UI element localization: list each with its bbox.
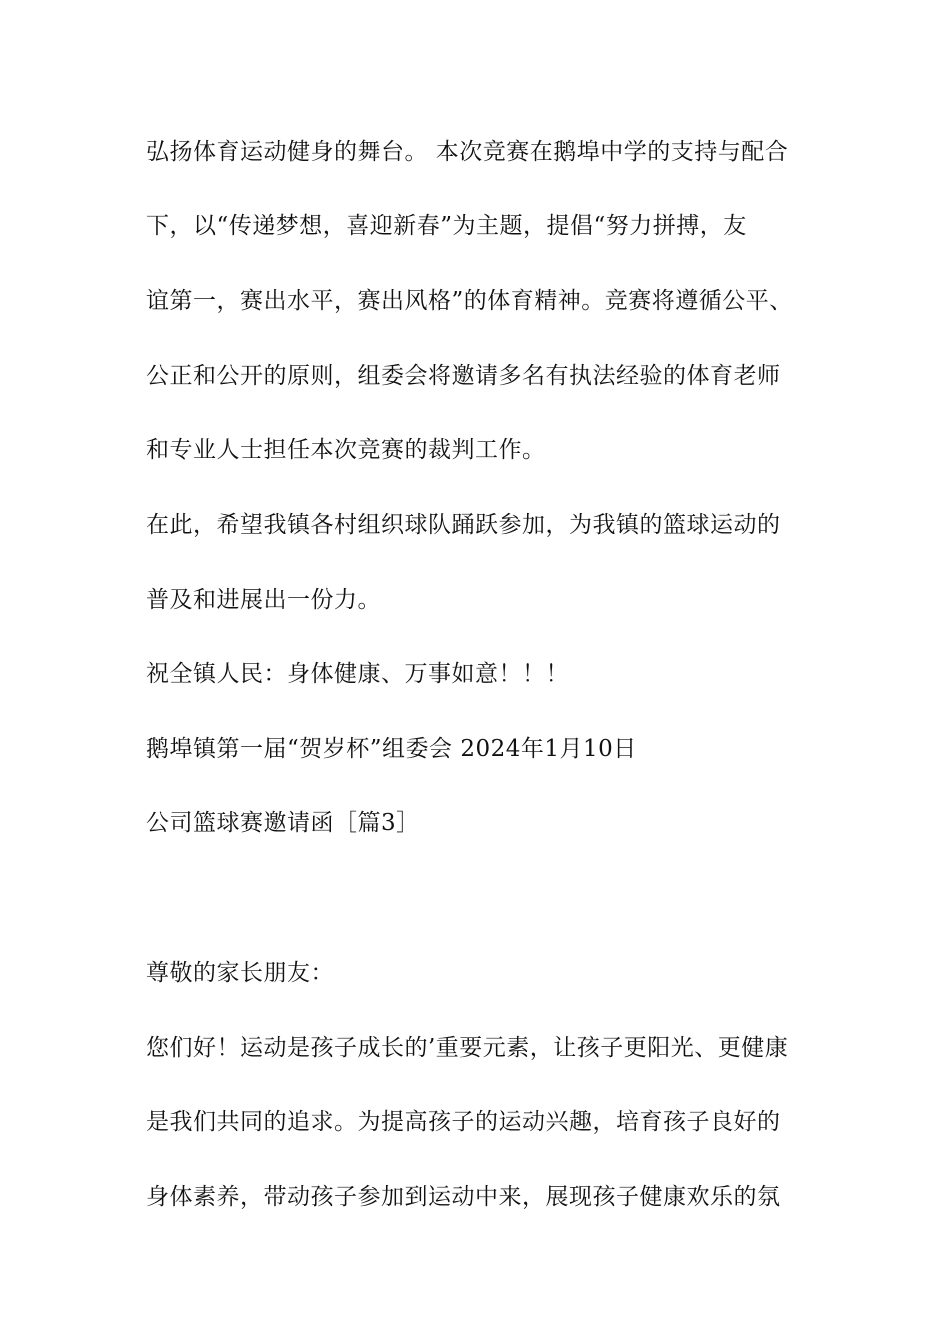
- paragraph-line: 在此，希望我镇各村组织球队踊跃参加，为我镇的篮球运动的: [146, 512, 781, 538]
- section-heading: 公司篮球赛邀请函［篇3］: [146, 810, 420, 836]
- paragraph-line: 公正和公开的原则，组委会将邀请多名有执法经验的体育老师: [146, 363, 781, 389]
- salutation-line: 尊敬的家长朋友：: [146, 960, 334, 986]
- paragraph-line: 您们好！运动是孩子成长的’重要元素，让孩子更阳光、更健康: [146, 1035, 789, 1061]
- paragraph-line: 谊第一，赛出水平，赛出风格”的体育精神。竞赛将遵循公平、: [146, 288, 793, 314]
- paragraph-line: 身体素养，带动孩子参加到运动中来，展现孩子健康欢乐的氛: [146, 1184, 781, 1210]
- paragraph-line: 普及和进展出一份力。: [146, 587, 381, 613]
- paragraph-line: 是我们共同的追求。为提高孩子的运动兴趣，培育孩子良好的: [146, 1109, 781, 1135]
- paragraph-line: 下，以“传递梦想，喜迎新春”为主题，提倡“努力拼搏，友: [146, 213, 747, 239]
- greeting-line: 祝全镇人民：身体健康、万事如意！！！: [146, 661, 569, 687]
- paragraph-line: 弘扬体育运动健身的舞台。 本次竞赛在鹅埠中学的支持与配合: [146, 139, 789, 165]
- signature-line: 鹅埠镇第一届“贺岁杯”组委会 2024年1月10日: [146, 736, 637, 762]
- paragraph-line: 和专业人士担任本次竞赛的裁判工作。: [146, 437, 546, 463]
